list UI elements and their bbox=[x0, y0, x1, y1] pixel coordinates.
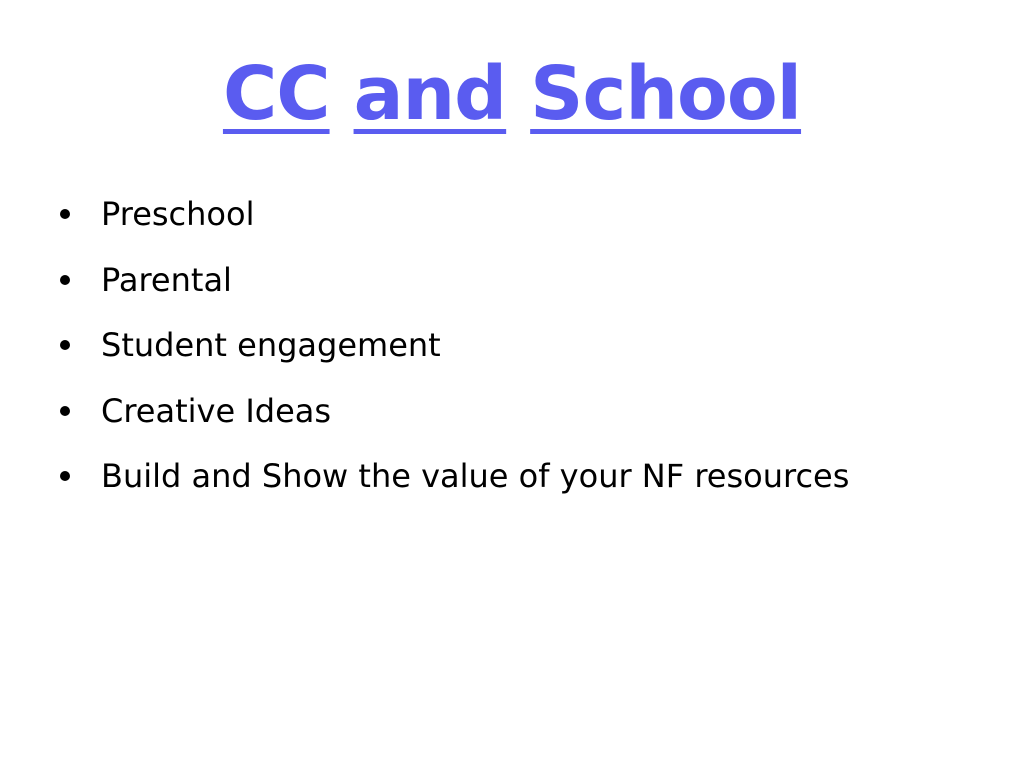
bullet-text: Creative Ideas bbox=[101, 391, 332, 430]
slide-title bbox=[0, 44, 1024, 144]
bullet-item-nf-resources bbox=[56, 448, 849, 514]
bullet-item-parental bbox=[56, 252, 849, 318]
bullet-text: Preschool bbox=[101, 195, 255, 233]
bullet-text: Build and Show the value of your NF resources bbox=[101, 457, 850, 495]
bullet-dot-icon bbox=[60, 340, 70, 350]
bullet-dot-icon bbox=[60, 209, 70, 219]
title-link-cc[interactable]: CC bbox=[222, 51, 330, 137]
bullet-item-creative-ideas bbox=[56, 383, 849, 449]
bullet-dot-icon bbox=[60, 471, 70, 481]
bullet-item-student-engagement bbox=[56, 317, 849, 383]
bullet-dot-icon bbox=[60, 406, 70, 416]
bullet-text: Parental bbox=[101, 260, 232, 299]
bullet-item-preschool bbox=[56, 186, 849, 252]
title-link-and[interactable]: and bbox=[353, 51, 507, 137]
bullet-list bbox=[56, 186, 849, 514]
bullet-dot-icon bbox=[60, 275, 70, 285]
bullet-text: Student engagement bbox=[101, 326, 441, 364]
title-link-school[interactable]: School bbox=[530, 51, 802, 137]
